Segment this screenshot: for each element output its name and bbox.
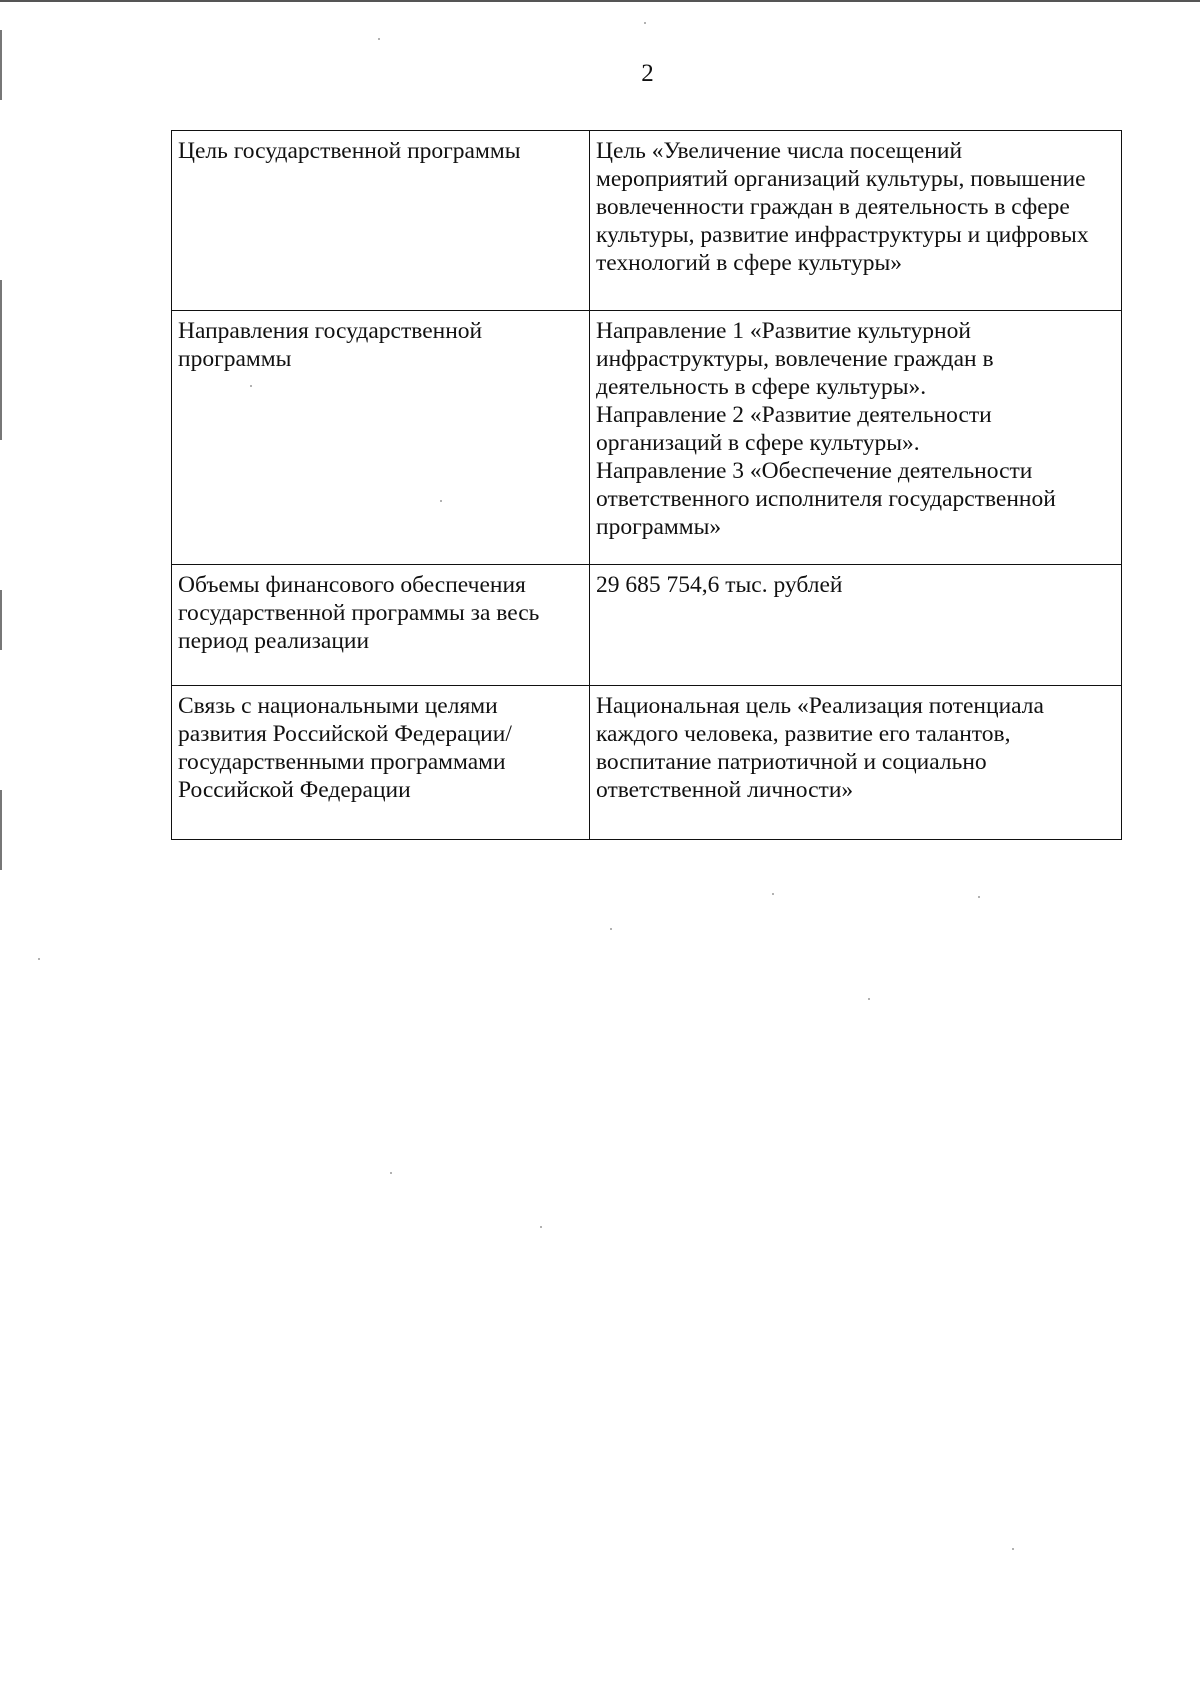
scan-speck [378,38,380,40]
scan-speck [540,1226,542,1228]
row-label: Направления государственной программы [172,311,590,565]
table-row [172,565,1122,686]
row-value-line: Направление 3 «Обеспечение деятельности [596,458,1033,484]
scan-speck [868,998,870,1000]
row-value-line: 29 685 754,6 тыс. рублей [596,572,843,598]
row-value-line: программы» [596,514,722,540]
scan-speck [772,893,774,895]
scan-edge-left [0,280,2,440]
scan-edge-top [0,0,1200,2]
row-value-line: ответственной личности» [596,777,854,803]
table-row [172,311,1122,565]
row-value [590,565,1122,686]
scan-speck [38,958,40,960]
page-number: 2 [641,60,654,87]
row-value-line: мероприятий организаций культуры, повышение [596,166,1086,192]
row-value-line: Направление 2 «Развитие деятельности [596,402,992,428]
scan-speck [390,1172,392,1174]
row-value-line: ответственного исполнителя государственной [596,486,1056,512]
row-value-line: технологий в сфере культуры» [596,250,903,276]
scan-speck [978,896,980,898]
row-value-line: каждого человека, развитие его талантов, [596,721,1011,747]
row-value-line: Цель «Увеличение числа посещений [596,138,963,164]
program-passport-table [171,130,1122,840]
row-value [590,311,1122,565]
scan-edge-left [0,590,2,650]
table-row [172,686,1122,840]
row-value-line: деятельность в сфере культуры». [596,374,927,400]
row-value-line: воспитание патриотичной и социально [596,749,987,775]
scan-edge-left [0,790,2,870]
row-value-line: Направление 1 «Развитие культурной [596,318,971,344]
row-value-line: инфраструктуры, вовлечение граждан в [596,346,994,372]
row-label: Цель государственной программы [172,131,590,311]
scan-speck [644,22,646,24]
table-row [172,131,1122,311]
row-value [590,686,1122,840]
row-value-line: Национальная цель «Реализация потенциала [596,693,1044,719]
scan-speck [610,928,612,930]
row-value-line: вовлеченности граждан в деятельность в сфере [596,194,1070,220]
row-label: Объемы финансового обеспечения государственной программы за весь период реализации [172,565,590,686]
row-value-line: организаций в сфере культуры». [596,430,920,456]
row-value-line: культуры, развитие инфраструктуры и цифровых [596,222,1089,248]
row-label: Связь с национальными целями развития Российской Федерации/государственными программами Российской Федерации [172,686,590,840]
row-value [590,131,1122,311]
scan-speck [1012,1548,1014,1550]
